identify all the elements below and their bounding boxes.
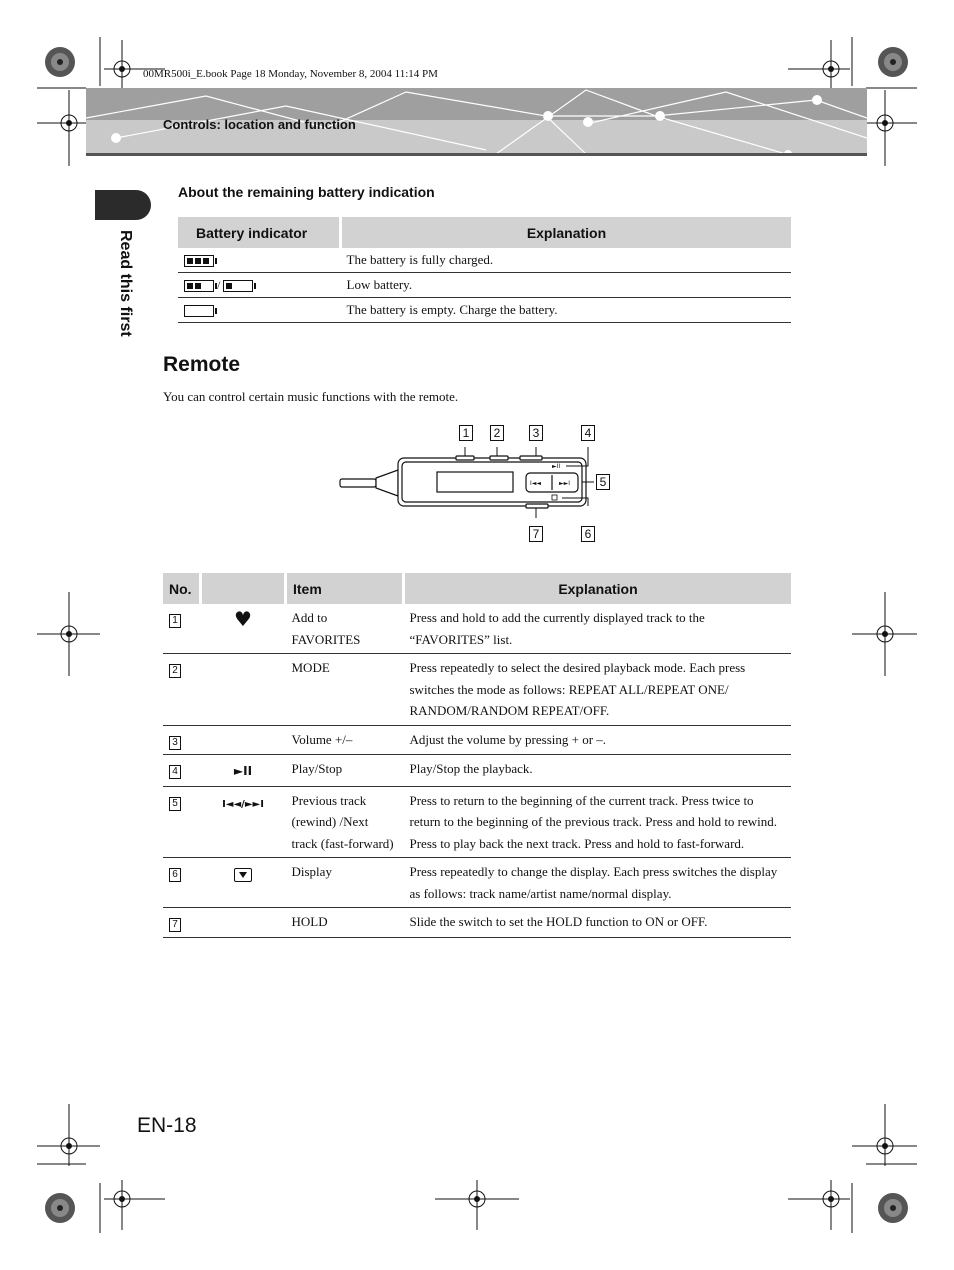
item-name: Display [286,858,404,908]
item-name: Play/Stop [286,755,404,787]
callout-4: 4 [581,425,595,441]
remote-col-no: No. [163,573,201,604]
side-tab-label: Read this first [117,230,134,337]
item-explanation: Adjust the volume by pressing + or –. [404,725,792,755]
item-explanation: Press and hold to add the currently displayed track to the “FAVORITES” list. [404,604,792,654]
row-number: 6 [169,868,181,882]
row-number: 3 [169,736,181,750]
row-number: 5 [169,797,181,811]
one-bar-battery-icon [223,280,253,292]
callout-6: 6 [581,526,595,542]
table-row [163,725,791,755]
battery-table [178,217,791,323]
battery-explanation: The battery is fully charged. [341,248,792,273]
table-row [163,908,791,938]
intro-text: You can control certain music functions with the remote. [163,389,459,404]
battery-heading: About the remaining battery indication [178,184,435,200]
item-name: Volume +/– [286,725,404,755]
item-explanation: Press to return to the beginning of the current track. Press twice to return to the beginning of the previous track. Press and hold to rewind. Press to play back the next track. Press and hold to fast-forward. [404,786,792,858]
row-number: 1 [169,614,181,628]
remote-col-explanation: Explanation [404,573,792,604]
item-explanation: Slide the switch to set the HOLD function to ON or OFF. [404,908,792,938]
svg-text:I◄◄: I◄◄ [530,480,541,487]
callout-1: 1 [459,425,473,441]
display-icon [234,868,252,882]
item-name: Previous track (rewind) /Next track (fast-forward) [286,786,404,858]
remote-col-item: Item [286,573,404,604]
battery-explanation: The battery is empty. Charge the battery. [341,298,792,323]
battery-col-indicator: Battery indicator [178,217,341,248]
item-explanation: Press repeatedly to select the desired playback mode. Each press switches the mode as follows: REPEAT ALL/REPEAT ONE/ RANDOM/RANDOM REPEAT/OFF. [404,654,792,726]
callout-7: 7 [529,526,543,542]
table-row [163,604,791,654]
battery-col-explanation: Explanation [341,217,792,248]
row-number: 2 [169,664,181,678]
callout-3: 3 [529,425,543,441]
play-pause-icon: ►II [233,764,253,778]
item-explanation: Press repeatedly to change the display. Each press switches the display as follows: track name/artist name/normal display. [404,858,792,908]
table-row [178,248,791,273]
battery-explanation: Low battery. [341,273,792,298]
empty-battery-icon [184,305,214,317]
row-number: 7 [169,918,181,932]
page-number: EN-18 [137,1114,197,1137]
item-name: Add to FAVORITES [286,604,404,654]
item-name: MODE [286,654,404,726]
two-bar-battery-icon [184,280,214,292]
callout-2: 2 [490,425,504,441]
remote-table [163,573,791,938]
item-explanation: Play/Stop the playback. [404,755,792,787]
remote-col-icon [201,573,286,604]
table-row [178,273,791,298]
table-row [163,654,791,726]
table-row [163,858,791,908]
section-title: Remote [163,353,241,376]
heart-icon: ♥ [234,607,252,631]
file-info: 00MR500i_E.book Page 18 Monday, November 8, 2004 11:14 PM [143,68,438,80]
full-battery-icon [184,255,214,267]
table-row [163,786,791,858]
battery-separator: / [217,278,221,293]
table-row [178,298,791,323]
item-name: HOLD [286,908,404,938]
callout-5: 5 [596,474,610,490]
svg-text:►►I: ►►I [559,480,570,487]
table-row [163,755,791,787]
row-number: 4 [169,765,181,779]
svg-text:►II: ►II [552,463,561,470]
header-title: Controls: location and function [163,117,356,132]
remote-diagram [330,420,620,545]
side-tab [95,190,151,220]
prev-next-icon: I◄◄/►►I [222,798,264,810]
